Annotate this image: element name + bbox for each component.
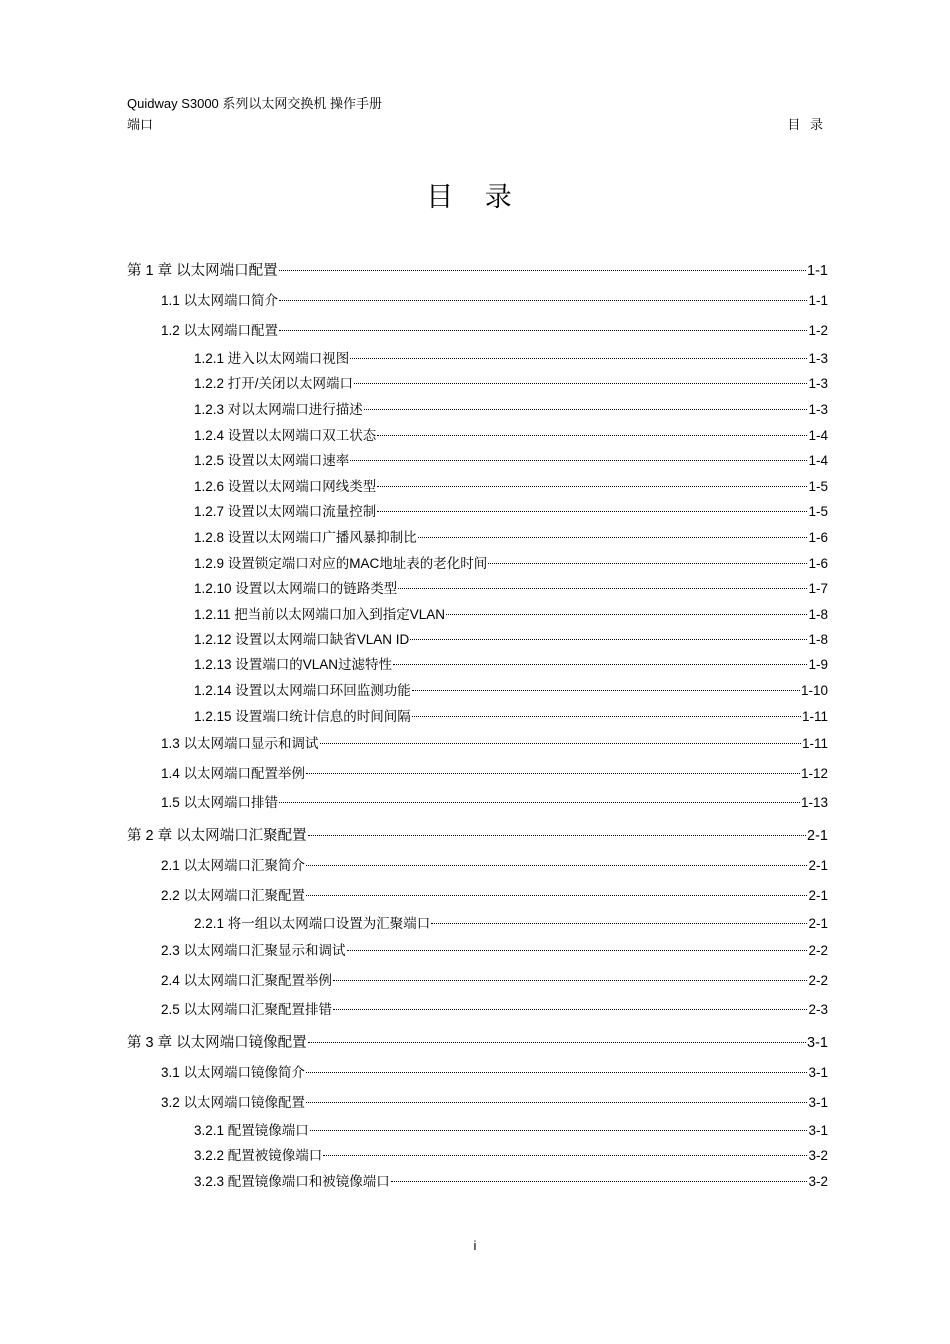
toc-dot-leader bbox=[364, 409, 808, 410]
toc-entry-title: 1.2 以太网端口配置 bbox=[161, 323, 279, 338]
toc-dot-leader bbox=[431, 923, 807, 924]
toc-subsection-entry[interactable] bbox=[194, 631, 828, 649]
toc-section-entry[interactable] bbox=[161, 794, 828, 812]
toc-subsection-entry[interactable] bbox=[194, 606, 828, 624]
toc-entry-title: 第 2 章 以太网端口汇聚配置 bbox=[127, 828, 307, 844]
toc-dot-leader bbox=[398, 588, 807, 589]
toc-entry-title: 1.4 以太网端口配置举例 bbox=[161, 766, 306, 781]
toc-dot-leader bbox=[306, 773, 800, 774]
toc-section-entry[interactable] bbox=[161, 765, 828, 783]
toc-page-number: 3-1 bbox=[808, 1123, 828, 1138]
toc-entry-title: 3.2.1 配置镜像端口 bbox=[194, 1123, 309, 1138]
toc-dot-leader bbox=[308, 835, 806, 836]
toc-entry-title: 1.2.7 设置以太网端口流量控制 bbox=[194, 504, 377, 519]
toc-subsection-entry[interactable] bbox=[194, 452, 828, 470]
toc-subsection-entry[interactable] bbox=[194, 708, 828, 726]
toc-page-number: 1-10 bbox=[800, 683, 828, 698]
toc-dot-leader bbox=[377, 435, 807, 436]
toc-page-number: 1-5 bbox=[808, 479, 828, 494]
toc-subsection-entry[interactable] bbox=[194, 350, 828, 368]
toc-subsection-entry[interactable] bbox=[194, 555, 828, 573]
toc-entry-title: 第 3 章 以太网端口镜像配置 bbox=[127, 1035, 307, 1051]
toc-subsection-entry[interactable] bbox=[194, 503, 828, 521]
toc-entry-title: 1.2.1 进入以太网端口视图 bbox=[194, 351, 350, 366]
toc-dot-leader bbox=[306, 895, 807, 896]
toc-page-number: 1-11 bbox=[801, 736, 828, 751]
toc-page-number: 1-4 bbox=[808, 453, 828, 468]
toc-page-number: 1-13 bbox=[800, 795, 828, 810]
toc-subsection-entry[interactable] bbox=[194, 427, 828, 445]
toc-subsection-entry[interactable] bbox=[194, 915, 828, 933]
toc-subsection-entry[interactable] bbox=[194, 580, 828, 598]
toc-dot-leader bbox=[393, 664, 807, 665]
toc-section-entry[interactable] bbox=[161, 972, 828, 990]
toc-page-number: 1-1 bbox=[808, 293, 828, 308]
header-contents-label: 目 录 bbox=[787, 117, 826, 132]
toc-dot-leader bbox=[333, 980, 807, 981]
toc-dot-leader bbox=[391, 1181, 808, 1182]
toc-entry-title: 1.2.14 设置以太网端口环回监测功能 bbox=[194, 683, 411, 698]
toc-page-number: 1-3 bbox=[808, 376, 828, 391]
toc-section-entry[interactable] bbox=[161, 857, 828, 875]
toc-section-entry[interactable] bbox=[161, 942, 828, 960]
toc-entry-title: 1.2.4 设置以太网端口双工状态 bbox=[194, 428, 377, 443]
toc-dot-leader bbox=[412, 690, 800, 691]
toc-dot-leader bbox=[310, 1130, 808, 1131]
toc-page-number: 2-1 bbox=[808, 916, 828, 931]
toc-dot-leader bbox=[354, 383, 807, 384]
toc-dot-leader bbox=[306, 865, 807, 866]
toc-entry-title: 1.2.12 设置以太网端口缺省VLAN ID bbox=[194, 632, 410, 647]
toc-page-number: 1-3 bbox=[808, 351, 828, 366]
toc-dot-leader bbox=[488, 563, 807, 564]
toc-entry-title: 1.2.5 设置以太网端口速率 bbox=[194, 453, 350, 468]
toc-page-number: 1-8 bbox=[808, 607, 828, 622]
toc-dot-leader bbox=[279, 330, 807, 331]
toc-subsection-entry[interactable] bbox=[194, 401, 828, 419]
toc-entry-title: 1.2.3 对以太网端口进行描述 bbox=[194, 402, 363, 417]
toc-page-number: 2-2 bbox=[808, 943, 828, 958]
toc-section-entry[interactable] bbox=[161, 887, 828, 905]
toc-page-number: 2-3 bbox=[808, 1002, 828, 1017]
toc-entry-title: 1.2.11 把当前以太网端口加入到指定VLAN bbox=[194, 607, 446, 622]
toc-subsection-entry[interactable] bbox=[194, 529, 828, 547]
header-manual-title: Quidway S3000 系列以太网交换机 操作手册 bbox=[127, 96, 383, 111]
toc-page-number: 1-8 bbox=[808, 632, 828, 647]
toc-entry-title: 1.3 以太网端口显示和调试 bbox=[161, 736, 319, 751]
toc-page-number: 1-7 bbox=[808, 581, 828, 596]
toc-subsection-entry[interactable] bbox=[194, 375, 828, 393]
toc-page-number: 1-12 bbox=[800, 766, 828, 781]
toc-dot-leader bbox=[377, 511, 807, 512]
toc-entry-title: 第 1 章 以太网端口配置 bbox=[127, 263, 278, 279]
toc-entry-title: 3.2.2 配置被镜像端口 bbox=[194, 1148, 323, 1163]
toc-subsection-entry[interactable] bbox=[194, 1173, 828, 1191]
toc-entry-title: 1.2.2 打开/关闭以太网端口 bbox=[194, 376, 354, 391]
toc-page-number: 2-2 bbox=[808, 973, 828, 988]
toc-page-number: 3-2 bbox=[808, 1174, 828, 1189]
toc-section-entry[interactable] bbox=[161, 735, 828, 753]
toc-entry-title: 2.2 以太网端口汇聚配置 bbox=[161, 888, 306, 903]
toc-page-number: 1-6 bbox=[808, 530, 828, 545]
toc-dot-leader bbox=[279, 270, 806, 271]
toc-dot-leader bbox=[333, 1009, 807, 1010]
toc-entry-title: 1.1 以太网端口简介 bbox=[161, 293, 279, 308]
toc-entry-title: 2.1 以太网端口汇聚简介 bbox=[161, 858, 306, 873]
toc-page-number: 1-11 bbox=[801, 709, 828, 724]
toc-dot-leader bbox=[412, 716, 801, 717]
toc-dot-leader bbox=[347, 950, 808, 951]
toc-entry-title: 2.5 以太网端口汇聚配置排错 bbox=[161, 1002, 333, 1017]
toc-page-number: 1-9 bbox=[808, 657, 828, 672]
toc-subsection-entry[interactable] bbox=[194, 656, 828, 674]
toc-dot-leader bbox=[306, 1072, 807, 1073]
toc-dot-leader bbox=[279, 802, 800, 803]
toc-dot-leader bbox=[306, 1102, 807, 1103]
toc-dot-leader bbox=[350, 358, 807, 359]
toc-page-number: 2-1 bbox=[808, 888, 828, 903]
toc-entry-title: 2.3 以太网端口汇聚显示和调试 bbox=[161, 943, 346, 958]
toc-section-entry[interactable] bbox=[161, 322, 828, 340]
toc-section-entry[interactable] bbox=[161, 1064, 828, 1082]
toc-entry-title: 1.2.8 设置以太网端口广播风暴抑制比 bbox=[194, 530, 417, 545]
toc-section-entry[interactable] bbox=[161, 1001, 828, 1019]
toc-subsection-entry[interactable] bbox=[194, 682, 828, 700]
toc-entry-title: 3.2.3 配置镜像端口和被镜像端口 bbox=[194, 1174, 390, 1189]
toc-chapter-entry[interactable] bbox=[127, 827, 828, 845]
toc-dot-leader bbox=[308, 1042, 806, 1043]
toc-entry-title: 1.2.15 设置端口统计信息的时间间隔 bbox=[194, 709, 411, 724]
toc-page-number: 1-6 bbox=[808, 556, 828, 571]
toc-subsection-entry[interactable] bbox=[194, 478, 828, 496]
toc-entry-title: 1.2.10 设置以太网端口的链路类型 bbox=[194, 581, 398, 596]
toc-section-entry[interactable] bbox=[161, 1094, 828, 1112]
toc-dot-leader bbox=[320, 743, 801, 744]
toc-page-number: 1-2 bbox=[808, 323, 828, 338]
toc-chapter-entry[interactable] bbox=[127, 262, 828, 280]
toc-subsection-entry[interactable] bbox=[194, 1147, 828, 1165]
toc-page-number: 1-1 bbox=[807, 263, 828, 279]
toc-section-entry[interactable] bbox=[161, 292, 828, 310]
header-section-name: 端口 bbox=[127, 117, 154, 132]
toc-page-number: 2-1 bbox=[807, 828, 828, 844]
toc-dot-leader bbox=[446, 614, 807, 615]
toc-dot-leader bbox=[279, 300, 807, 301]
toc-dot-leader bbox=[418, 537, 808, 538]
toc-page-number: 3-1 bbox=[808, 1065, 828, 1080]
toc-dot-leader bbox=[410, 639, 807, 640]
toc-page-number: 1-4 bbox=[808, 428, 828, 443]
toc-entry-title: 2.4 以太网端口汇聚配置举例 bbox=[161, 973, 333, 988]
toc-page-number: 3-1 bbox=[807, 1035, 828, 1051]
toc-page-number: 2-1 bbox=[808, 858, 828, 873]
toc-entry-title: 1.2.9 设置锁定端口对应的MAC地址表的老化时间 bbox=[194, 556, 488, 571]
toc-dot-leader bbox=[350, 460, 807, 461]
toc-subsection-entry[interactable] bbox=[194, 1122, 828, 1140]
toc-chapter-entry[interactable] bbox=[127, 1034, 828, 1052]
toc-entry-title: 3.2 以太网端口镜像配置 bbox=[161, 1095, 306, 1110]
toc-entry-title: 1.2.6 设置以太网端口网线类型 bbox=[194, 479, 377, 494]
toc-page-number: 1-5 bbox=[808, 504, 828, 519]
toc-page-number: 1-3 bbox=[808, 402, 828, 417]
page-title: 目 录 bbox=[426, 182, 524, 212]
toc-dot-leader bbox=[323, 1155, 807, 1156]
page-number: i bbox=[473, 1238, 477, 1253]
toc-page-number: 3-2 bbox=[808, 1148, 828, 1163]
toc-entry-title: 1.5 以太网端口排错 bbox=[161, 795, 279, 810]
toc-entry-title: 1.2.13 设置端口的VLAN过滤特性 bbox=[194, 657, 393, 672]
toc-page-number: 3-1 bbox=[808, 1095, 828, 1110]
toc-entry-title: 3.1 以太网端口镜像简介 bbox=[161, 1065, 306, 1080]
toc-entry-title: 2.2.1 将一组以太网端口设置为汇聚端口 bbox=[194, 916, 431, 931]
toc-dot-leader bbox=[377, 486, 807, 487]
